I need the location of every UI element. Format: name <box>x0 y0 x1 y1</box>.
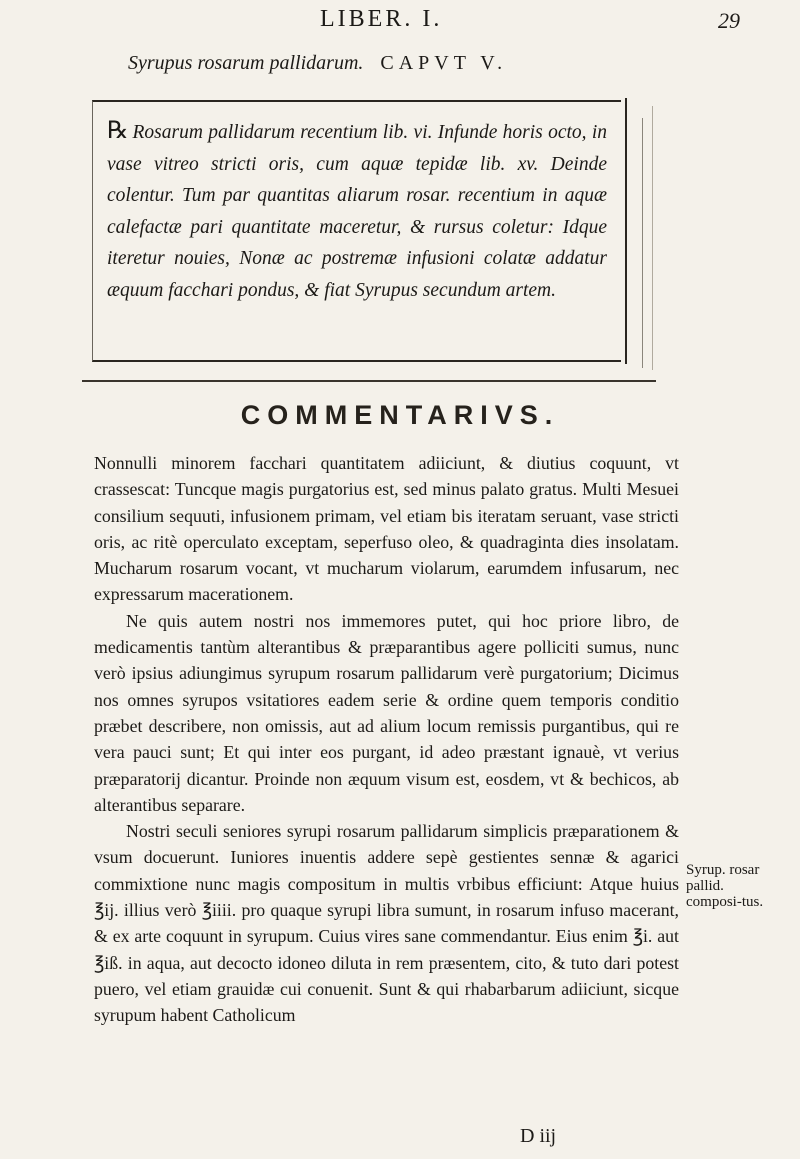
commentary-heading: COMMENTARIVS. <box>240 400 560 430</box>
margin-rule <box>652 106 653 370</box>
signature-mark: D iij <box>520 1125 557 1147</box>
recipe-symbol-icon: ℞ <box>107 118 129 144</box>
chapter-heading <box>128 52 728 75</box>
recipe-box <box>92 100 621 362</box>
margin-note: Syrup. rosar pallid. composi-tus. <box>686 862 764 910</box>
running-head: LIBER. I. <box>320 6 443 32</box>
box-edge <box>625 98 627 364</box>
recipe-text <box>107 116 607 306</box>
paragraph: Nonnulli minorem facchari quantitatem adiiciunt, & diutius coquunt, vt crassescat: Tuncque magis purgatorius est, sed minus palato gratus. Multi Mesuei consilium sequuti, infusionem primam, vel etiam bis iteratam seruant, vase stricti oris, ac ritè operculato exceptam, seperfuso oleo, & quadraginta dies insolatam. Mucharum rosarum vocant, vt mucharum violarum, earumdem infusarum, nec expressarum macerationem. <box>94 453 679 605</box>
commentary-body <box>94 450 679 1029</box>
chapter-number: CAPVT V. <box>380 52 508 74</box>
page-number: 29 <box>718 8 740 33</box>
page-header <box>320 6 740 36</box>
margin-rule <box>642 118 643 368</box>
recipe-body: Rosarum pallidarum recentium lib. vi. Infunde horis octo, in vase vitreo stricti oris, cum aquæ tepidæ lib. xv. Deinde colentur. Tum par quantitas aliarum rosar. recentium in aquæ calefactæ pari quantitate maceretur, & rursus coletur: Idque iteretur nouies, Nonæ ac postremæ infusioni colatæ addatur æquum facchari pondus, & fiat Syrupus secundum artem. <box>107 122 607 301</box>
divider-rule <box>82 380 656 382</box>
chapter-title: Syrupus rosarum pallidarum. <box>128 52 364 74</box>
paragraph: Nostri seculi seniores syrupi rosarum pallidarum simplicis præparationem & vsum docuerunt. Iuniores inuentis addere sepè gestientes sennæ & agarici commixtione nunc magis compositum in multis vrbibus efficiunt: Atque huius ℥ij. illius verò ℥iiii. pro quaque syrupi libra sumunt, in rosarum infuso macerant, & ex arte coquunt in syrupum. Cuius vires sane commendantur. Eius enim ℥i. aut ℥iß. in aqua, aut decocto idoneo diluta in rem præsentem, cito, & tuto dari potest puero, vel etiam grauidæ cui conuenit. Sunt & qui rhabarbarum adiiciunt, sicque syrupum habent Catholicum <box>94 821 679 1026</box>
paragraph: Ne quis autem nostri nos immemores putet, qui hoc priore libro, de medicamentis tantùm alterantibus & præparantibus agere polliciti sumus, nunc verò ipsius adiungimus syrupum rosarum pallidarum verè purgatorium; Dicimus nos omnes syrupos vsitatiores eadem serie & ordine quem temporis conditio præbet describere, non omissis, aut ad alium locum remissis purgantibus, qui re vera pauci sunt; Et qui inter eos purgant, id adeo præstant ignauè, vt verius præparatorij dicantur. Proinde non æquum visum est, eosdem, vt & bechicos, ab alterantibus separare. <box>94 610 679 815</box>
